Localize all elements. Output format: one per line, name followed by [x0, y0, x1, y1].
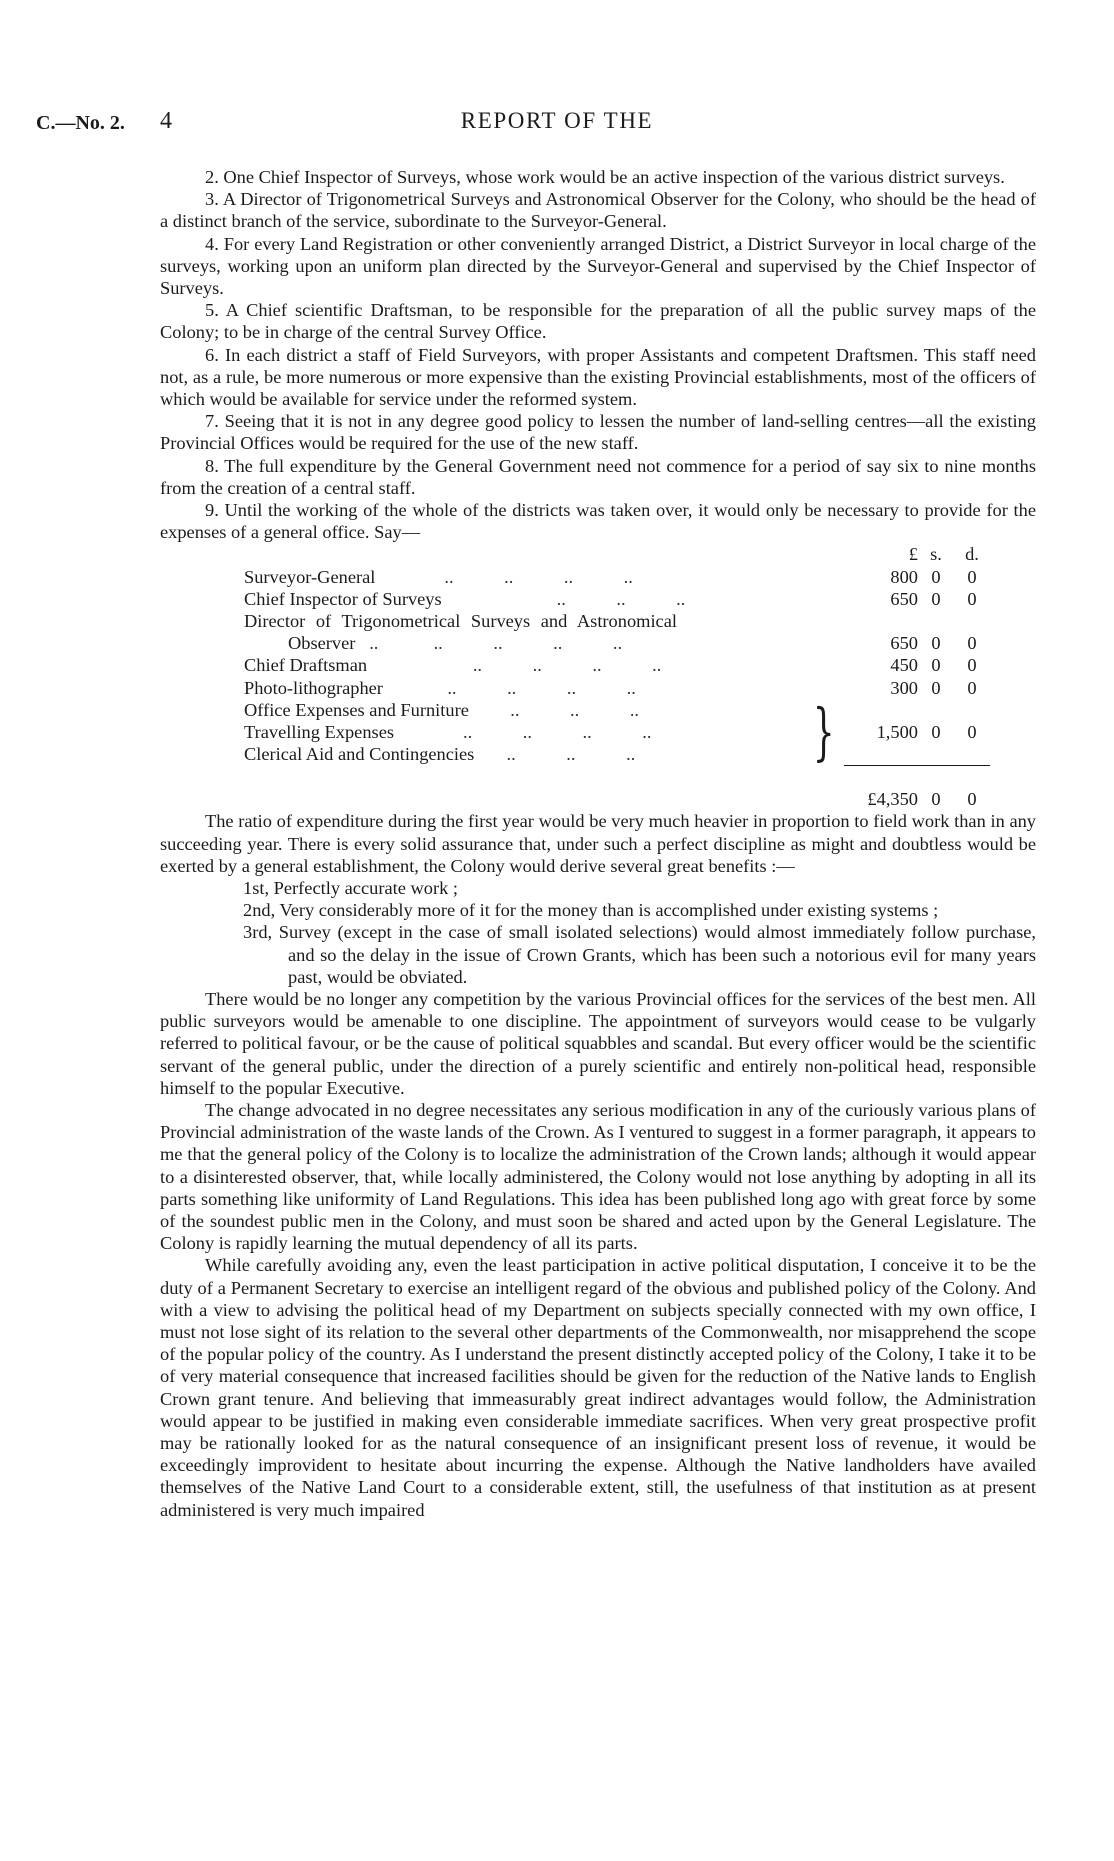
expense-row: [244, 654, 990, 676]
leader-dots: .. .. .. ..: [379, 566, 633, 587]
expense-shillings: 0: [931, 655, 941, 676]
expense-item-label: Director of Trigonometrical Surveys and Astronomical: [244, 611, 677, 632]
expense-pence: 0: [967, 566, 977, 587]
page-number: 4: [160, 108, 172, 134]
benefit-item: 2nd, Very considerably more of it for the money than is accomplished under existing systems ;: [243, 900, 939, 921]
page-header: [0, 108, 1114, 142]
expense-pounds: 650: [890, 633, 918, 654]
expense-pence: 0: [967, 677, 977, 698]
expense-row: [244, 677, 990, 699]
paragraph-ratio: The ratio of expenditure during the first year would be very much heavier in proportion to field work than in any succeeding year. There is every solid assurance that, under such a perfect discipline as might and doubtless would be exerted by a general establishment, the Colony would derive several great benefits :—: [160, 811, 1036, 876]
item-2: 2. One Chief Inspector of Surveys, whose work would be an active inspection of the various district surveys.: [205, 167, 1005, 187]
expense-pounds: 300: [890, 677, 918, 698]
expense-pounds: 800: [890, 566, 918, 587]
expense-row: [244, 632, 990, 654]
expense-row: [244, 610, 990, 632]
shillings-header: s.: [930, 544, 942, 565]
item-6: 6. In each district a staff of Field Surveyors, with proper Assistants and competent Draftsmen. This staff need not, as a rule, be more numerous or more expensive than the existing Provincial establishments, most of the officers of which would be available for service under the reformed system.: [160, 344, 1036, 410]
item-7: 7. Seeing that it is not in any degree good policy to lessen the number of land-selling centres—all the existing Provincial Offices would be required for the use of the new staff.: [160, 411, 1036, 454]
total-pounds: £4,350: [867, 789, 918, 810]
total-rule: [244, 765, 990, 788]
expense-item-label: Photo-lithographer: [244, 677, 383, 698]
expense-item-label: Chief Inspector of Surveys: [244, 588, 442, 609]
item-3: 3. A Director of Trigonometrical Surveys and Astronomical Observer for the Colony, who should be the head of a distinct branch of the service, subordinate to the Surveyor-General.: [160, 189, 1036, 232]
expense-row: [244, 566, 990, 588]
right-brace: }: [813, 695, 835, 769]
expense-shillings: 0: [931, 588, 941, 609]
leader-dots: .. .. .. .. ..: [360, 633, 623, 654]
pounds-header: £: [908, 544, 918, 565]
leader-dots: .. .. ..: [478, 744, 636, 765]
total-row: [244, 788, 990, 810]
group-pounds: 1,500: [876, 721, 918, 742]
group-shillings: 0: [931, 721, 941, 742]
expense-table: [244, 543, 990, 810]
expense-pounds: 450: [890, 655, 918, 676]
leader-dots: .. .. ..: [473, 699, 640, 720]
expense-pence: 0: [967, 633, 977, 654]
leader-dots: .. .. .. ..: [387, 677, 636, 698]
item-8: 8. The full expenditure by the General Government need not commence for a period of say six to nine months from the creation of a central staff.: [160, 455, 1036, 498]
expense-pence: 0: [967, 588, 977, 609]
expense-item-label: Office Expenses and Furniture: [244, 699, 469, 720]
page-title: REPORT OF THE: [460, 108, 654, 133]
item-5: 5. A Chief scientific Draftsman, to be responsible for the preparation of all the public survey maps of the Colony; to be in charge of the central Survey Office.: [160, 300, 1036, 343]
leader-dots: .. .. ..: [446, 588, 686, 609]
item-4: 4. For every Land Registration or other conveniently arranged District, a District Surveyor in local charge of the surveys, working upon an uniform plan directed by the Surveyor-General and supervised by the Chief Inspector of Surveys.: [160, 233, 1036, 299]
expense-group-row: [244, 699, 990, 721]
expense-item-label: Clerical Aid and Contingencies: [244, 744, 475, 765]
document-body: [160, 166, 1036, 1521]
leader-dots: .. .. .. ..: [371, 655, 662, 676]
expense-pence: 0: [967, 655, 977, 676]
expense-item-label: Chief Draftsman: [244, 655, 368, 676]
expense-item-label: Observer: [288, 633, 356, 654]
total-pence: 0: [967, 789, 977, 810]
expense-item-label: Surveyor-General: [244, 566, 376, 587]
benefit-item: 3rd, Survey (except in the case of small isolated selections) would almost immediately follow purchase, and so the delay in the issue of Crown Grants, which has been such a notorious evil for many years past, would be obviated.: [243, 922, 1036, 987]
paragraph-while: While carefully avoiding any, even the least participation in active political disputation, I conceive it to be the duty of a Permanent Secretary to exercise an intelligent regard of the obvious and published policy of the Colony. And with a view to advising the political head of my Department on subjects specially connected with my own office, I must not lose sight of its relation to the several other departments of the Commonwealth, nor misapprehend the scope of the popular policy of the country. As I understand the present distinctly accepted policy of the Colony, I take it to be of very material consequence that increased facilities should be given for the reduction of the Native lands to English Crown grant tenure. And believing that immeasurably great indirect advantages would follow, the Administration would appear to be justified in making even considerable immediate sacrifices. When very great prospective profit may be rationally looked for as the natural consequence of an insignificant present loss of revenue, it would be exceedingly improvident to hesitate about incurring the expense. Although the Native landholders have availed themselves of the Native Land Court to a considerable extent, still, the usefulness of that institution as at present administered is very much impaired: [160, 1255, 1036, 1520]
expense-shillings: 0: [931, 633, 941, 654]
group-pence: 0: [967, 721, 977, 742]
expense-shillings: 0: [931, 677, 941, 698]
document-reference: C.—No. 2.: [36, 112, 125, 134]
expense-header-row: [244, 543, 990, 565]
item-9: 9. Until the working of the whole of the districts was taken over, it would only be necessary to provide for the expenses of a general office. Say—: [160, 500, 1036, 543]
leader-dots: .. .. .. ..: [398, 722, 652, 743]
expense-pounds: 650: [890, 588, 918, 609]
paragraph-competition: There would be no longer any competition by the various Provincial offices for the services of the best men. All public surveyors would be amenable to one discipline. The appointment of surveyors would cease to be vulgarly referred to political favour, or be the cause of political squabbles and scandal. But every officer would be the scientific servant of the general public, under the direction of a purely scientific and entirely non-political head, responsible himself to the popular Executive.: [160, 989, 1036, 1098]
benefit-item: 1st, Perfectly accurate work ;: [243, 877, 458, 898]
benefits-list: [160, 877, 1036, 988]
expense-row: [244, 588, 990, 610]
expense-item-label: Travelling Expenses: [244, 722, 395, 743]
expense-shillings: 0: [931, 566, 941, 587]
pence-header: d.: [965, 544, 979, 565]
paragraph-change: The change advocated in no degree necessitates any serious modification in any of the curiously various plans of Provincial administration of the waste lands of the Crown. As I ventured to suggest in a former paragraph, it appears to me that the general policy of the Colony is to localize the administration of the Crown lands; although it would appear to a disinterested observer, that, while locally administered, the Colony would not lose anything by adopting in all its parts something like uniformity of Land Regulations. This idea has been published long ago with great force by some of the soundest public men in the Colony, and must soon be shared and acted upon by the General Legislature. The Colony is rapidly learning the mutual dependency of all its parts.: [160, 1100, 1036, 1254]
total-shillings: 0: [931, 789, 941, 810]
